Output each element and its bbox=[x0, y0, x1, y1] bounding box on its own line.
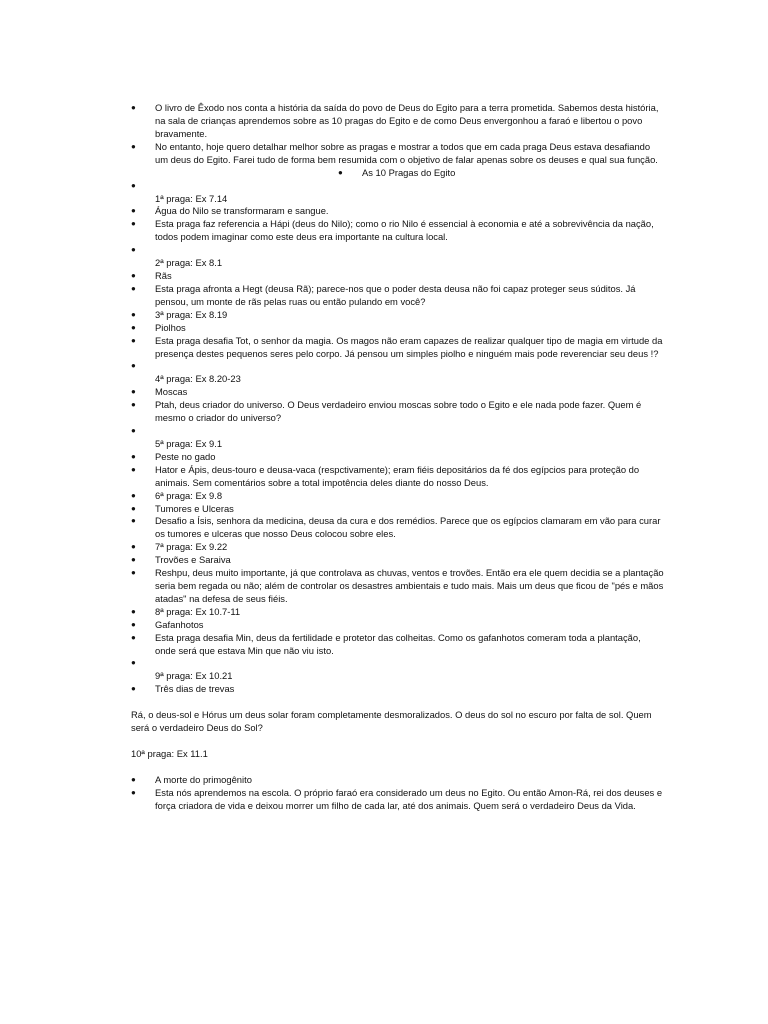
bullet-icon: ● bbox=[131, 245, 136, 255]
bullet-icon: ● bbox=[131, 555, 136, 565]
intro-paragraph-1: O livro de Êxodo nos conta a história da saída do povo de Deus do Egito para a terra prometida. Sabemos desta história, na sala de crianças aprendemos sobre as 10 pragas do Egito e de como Deus envergonhou a faraó e libertou o povo bravamente. bbox=[155, 102, 659, 139]
empty-list-item bbox=[0, 425, 768, 438]
section-heading-row bbox=[0, 167, 768, 180]
bullet-icon: ● bbox=[131, 283, 136, 293]
bullet-icon: ● bbox=[131, 774, 136, 784]
bullet-icon: ● bbox=[131, 464, 136, 474]
list-item bbox=[0, 787, 768, 813]
bullet-icon: ● bbox=[131, 568, 136, 578]
plague-ref: 3ª praga: Ex 8.19 bbox=[155, 308, 228, 320]
list-item-intro bbox=[0, 141, 768, 167]
list-item bbox=[0, 270, 768, 283]
list-item bbox=[0, 632, 768, 658]
empty-list-item bbox=[0, 657, 768, 670]
ra-paragraph: Rá, o deus-sol e Hórus um deus solar foram completamente desmoralizados. O deus do sol no escuro por falta de sol. Quem será o verdadeiro Deus do Sol? bbox=[131, 709, 652, 734]
list-item bbox=[0, 464, 768, 490]
plague-ref: 7ª praga: Ex 9.22 bbox=[155, 541, 228, 553]
bullet-icon: ● bbox=[131, 684, 136, 694]
plague-name: Rãs bbox=[155, 270, 172, 282]
list-item bbox=[0, 399, 768, 425]
bullet-icon: ● bbox=[131, 619, 136, 629]
bullet-icon: ● bbox=[131, 516, 136, 526]
bullet-icon: ● bbox=[131, 426, 136, 436]
bullet-icon: ● bbox=[131, 490, 136, 500]
plague-desc: Desafio a Ísis, senhora da medicina, deusa da cura e dos remédios. Parece que os egípcios clamaram em vão para curar os tumores e ulceras que nosso Deus colocou sobre eles. bbox=[155, 515, 661, 540]
plague-desc: Reshpu, deus muito importante, já que controlava as chuvas, ventos e trovões. Então era ele quem decidia se a plantação seria bem regada ou não; além de controlar os desastres ambientais e tudo mais. Mais um deus que ficou de "pés e mãos atadas" na defesa de seus fiéis. bbox=[155, 567, 664, 604]
empty-list-item bbox=[0, 180, 768, 193]
bullet-icon: ● bbox=[131, 451, 136, 461]
bullet-icon: ● bbox=[131, 787, 136, 797]
bullet-icon: ● bbox=[131, 271, 136, 281]
bullet-icon: ● bbox=[131, 387, 136, 397]
plague-ref: 8ª praga: Ex 10.7-11 bbox=[155, 605, 241, 617]
plague-desc: Esta nós aprendemos na escola. O próprio faraó era considerado um deus no Egito. Ou então Amon-Rá, rei dos deuses e força criadora de vida e deixou morrer um filho de cada lar, até dos animais. Quem será o verdadeiro Deus da Vida. bbox=[155, 786, 663, 811]
plague-name: A morte do primogênito bbox=[155, 773, 252, 785]
empty-list-item bbox=[0, 244, 768, 257]
plague-name: Três dias de trevas bbox=[155, 683, 235, 695]
bullet-icon: ● bbox=[131, 180, 136, 190]
bullet-icon: ● bbox=[131, 606, 136, 616]
list-item bbox=[0, 515, 768, 541]
list-item bbox=[0, 554, 768, 567]
list-item bbox=[0, 335, 768, 361]
bullet-icon: ● bbox=[131, 400, 136, 410]
bullet-icon: ● bbox=[131, 141, 136, 151]
bullet-icon: ● bbox=[338, 167, 343, 177]
bullet-icon: ● bbox=[131, 658, 136, 668]
plague-ref: 6ª praga: Ex 9.8 bbox=[155, 489, 223, 501]
list-item bbox=[0, 218, 768, 244]
bullet-icon: ● bbox=[131, 219, 136, 229]
bullet-icon: ● bbox=[131, 542, 136, 552]
list-item bbox=[0, 283, 768, 309]
plague-ref: 5ª praga: Ex 9.1 bbox=[155, 438, 223, 450]
list-item-intro bbox=[0, 102, 768, 141]
list-item bbox=[0, 541, 768, 554]
bullet-icon: ● bbox=[131, 361, 136, 371]
empty-list-item bbox=[0, 360, 768, 373]
plague-name: Gafanhotos bbox=[155, 618, 204, 630]
plague-ref: 1ª praga: Ex 7.14 bbox=[155, 192, 228, 204]
plague-name: Peste no gado bbox=[155, 450, 216, 462]
intro-paragraph-2: No entanto, hoje quero detalhar melhor sobre as pragas e mostrar a todos que em cada praga Deus estava desafiando um deus do Egito. Farei tudo de forma bem resumida com o objetivo de falar apenas sobre os deuses e qual sua função. bbox=[155, 140, 658, 165]
list-item bbox=[0, 567, 768, 606]
list-item bbox=[0, 619, 768, 632]
list-item bbox=[0, 322, 768, 335]
bullet-icon: ● bbox=[131, 335, 136, 345]
list-item bbox=[0, 205, 768, 218]
plague-name: Trovões e Saraiva bbox=[155, 554, 231, 566]
plague-ref: 4ª praga: Ex 8.20-23 bbox=[155, 373, 241, 385]
bullet-icon: ● bbox=[131, 632, 136, 642]
list-item bbox=[0, 503, 768, 516]
plague-desc: Esta praga afronta a Hegt (deusa Rã); parece-nos que o poder desta deusa não foi capaz proteger seus súditos. Já pensou, um monte de rãs pelas ruas ou então pulando em você? bbox=[155, 282, 636, 307]
list-item bbox=[0, 309, 768, 322]
section-heading: As 10 Pragas do Egito bbox=[362, 166, 456, 178]
bullet-icon: ● bbox=[131, 503, 136, 513]
list-item bbox=[0, 490, 768, 503]
bullet-icon: ● bbox=[131, 322, 136, 332]
plague-desc: Esta praga faz referencia a Hápi (deus do Nilo); como o rio Nilo é essencial à economia e até a sobrevivência da nação, todos podem imaginar como este deus era importante na cultura local. bbox=[155, 218, 654, 243]
bullet-icon: ● bbox=[131, 206, 136, 216]
list-item bbox=[0, 606, 768, 619]
bullet-icon: ● bbox=[131, 309, 136, 319]
plague-name: Tumores e Ulceras bbox=[155, 502, 234, 514]
plague-desc: Hator e Ápis, deus-touro e deusa-vaca (respctivamente); eram fiéis depositários da fé dos egípcios para proteção do animais. Sem comentários sobre a total impotência deles diante do nosso Deus. bbox=[155, 463, 640, 488]
list-item bbox=[0, 386, 768, 399]
list-item bbox=[0, 683, 768, 696]
plague-name: Piolhos bbox=[155, 321, 186, 333]
document-body bbox=[0, 102, 768, 813]
plague-desc: Ptah, deus criador do universo. O Deus verdadeiro enviou moscas sobre todo o Egito e ele nada pode fazer. Quem é mesmo o criador do universo? bbox=[155, 399, 642, 424]
plague-desc: Esta praga desafia Min, deus da fertilidade e protetor das colheitas. Como os gafanhotos comeram toda a plantação, onde será que estava Min que não viu isto. bbox=[155, 631, 641, 656]
list-item bbox=[0, 774, 768, 787]
plague-name: Moscas bbox=[155, 386, 188, 398]
list-item bbox=[0, 451, 768, 464]
plague-ref: 10ª praga: Ex 11.1 bbox=[131, 748, 208, 760]
bullet-icon: ● bbox=[131, 103, 136, 112]
plague-ref: 2ª praga: Ex 8.1 bbox=[155, 257, 223, 269]
plague-ref: 9ª praga: Ex 10.21 bbox=[155, 670, 233, 682]
plague-desc: Esta praga desafia Tot, o senhor da magia. Os magos não eram capazes de realizar qualquer tipo de magia em virtude da presença destes pequenos seres pelo corpo. Já pensou um simples piolho e ninguém mais pode reverenciar seu deus !? bbox=[155, 334, 663, 359]
plague-name: Água do Nilo se transformaram e sangue. bbox=[155, 205, 329, 217]
